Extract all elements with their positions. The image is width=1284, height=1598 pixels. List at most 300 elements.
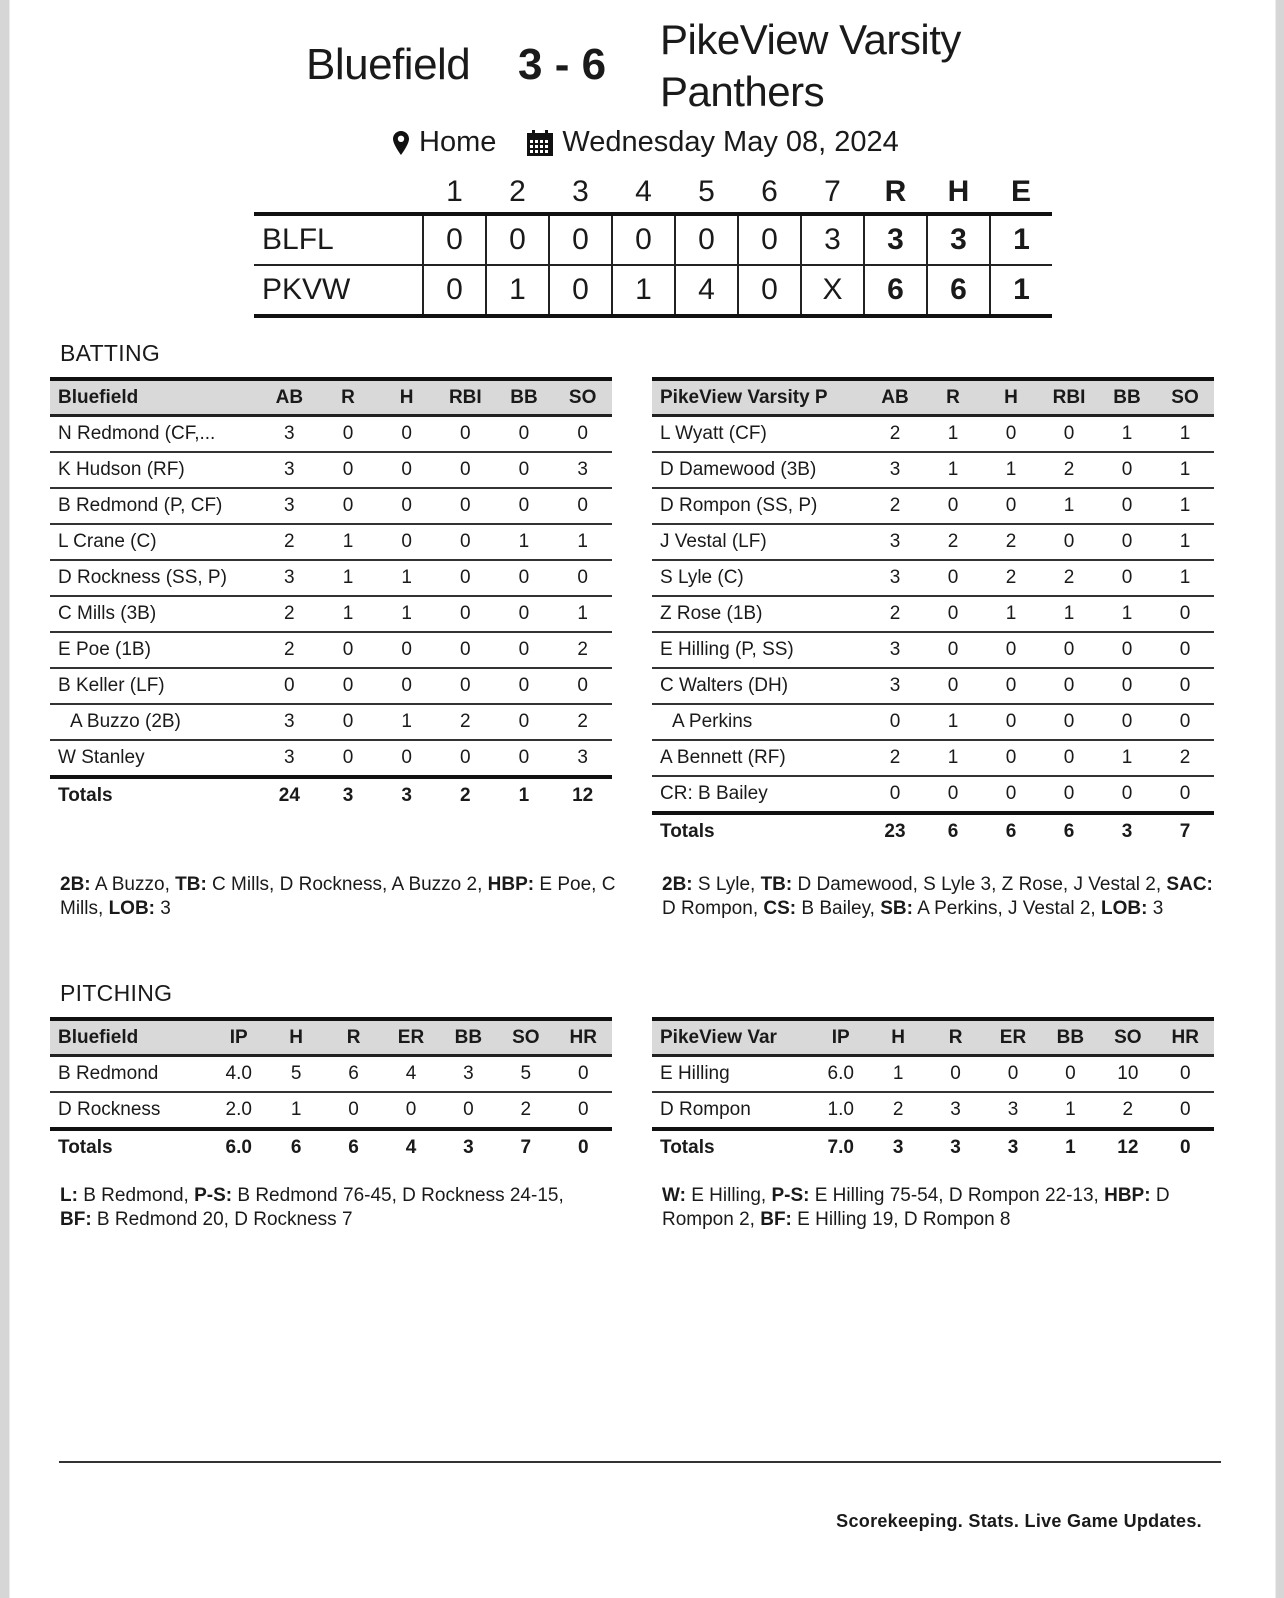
inning-runs: 1 bbox=[486, 265, 549, 316]
stat-value: 3 bbox=[984, 1092, 1041, 1129]
player-name: A Buzzo (2B) bbox=[50, 704, 260, 740]
player-name: Z Rose (1B) bbox=[652, 596, 866, 632]
stat-value: 1 bbox=[377, 704, 436, 740]
total-errors: 1 bbox=[990, 265, 1052, 316]
stat-value: 6 bbox=[325, 1056, 382, 1093]
stat-column-header: R bbox=[948, 1026, 963, 1048]
stat-value: 0 bbox=[982, 632, 1040, 668]
stat-value: 0 bbox=[924, 632, 982, 668]
stat-value: 0 bbox=[319, 704, 378, 740]
stat-value: 0 bbox=[924, 596, 982, 632]
player-name: CR: B Bailey bbox=[652, 776, 866, 813]
totals-label: Totals bbox=[660, 1137, 715, 1158]
player-row bbox=[50, 740, 612, 777]
stat-column-header: AB bbox=[881, 386, 909, 408]
stat-value: 0 bbox=[495, 740, 554, 777]
note-text: B Bailey, bbox=[796, 898, 881, 919]
stat-value: 1 bbox=[1156, 524, 1214, 560]
stat-value: 1 bbox=[1042, 1092, 1099, 1129]
note-label: TB: bbox=[175, 874, 207, 895]
stat-value: 0 bbox=[377, 668, 436, 704]
total-errors: 1 bbox=[990, 214, 1052, 265]
total-value: 6 bbox=[348, 1137, 359, 1158]
team-abbrev: PKVW bbox=[254, 265, 423, 316]
stat-value: 0 bbox=[553, 560, 612, 596]
inning-header: 6 bbox=[761, 175, 778, 208]
player-row bbox=[50, 596, 612, 632]
inning-runs: 4 bbox=[675, 265, 738, 316]
stat-value: 2 bbox=[497, 1092, 554, 1129]
stat-value: 0 bbox=[555, 1092, 612, 1129]
stat-value: 2.0 bbox=[210, 1092, 267, 1129]
stat-value: 0 bbox=[982, 704, 1040, 740]
stat-value: 0 bbox=[1098, 632, 1156, 668]
stat-column-header: IP bbox=[229, 1026, 248, 1048]
stat-value: 0 bbox=[1098, 488, 1156, 524]
stat-value: 1 bbox=[1040, 488, 1098, 524]
stat-value: 1 bbox=[377, 560, 436, 596]
linescore-header-row bbox=[254, 172, 1052, 214]
stat-column-header: R bbox=[346, 1026, 361, 1048]
stat-value: 0 bbox=[924, 776, 982, 813]
stat-value: 1 bbox=[1098, 596, 1156, 632]
stat-column-header: RBI bbox=[448, 386, 482, 408]
hits-header: H bbox=[947, 175, 970, 208]
player-name: K Hudson (RF) bbox=[50, 452, 260, 488]
stat-value: 0 bbox=[1156, 776, 1214, 813]
stat-value: 0 bbox=[1042, 1056, 1099, 1093]
stat-value: 0 bbox=[436, 452, 495, 488]
stat-value: 0 bbox=[555, 1056, 612, 1093]
total-value: 6 bbox=[290, 1137, 302, 1158]
stat-value: 0 bbox=[436, 488, 495, 524]
inning-header: 3 bbox=[572, 175, 589, 208]
totals-row bbox=[50, 777, 612, 813]
note-label: P-S: bbox=[194, 1185, 233, 1206]
runs-header: R bbox=[884, 175, 907, 208]
stat-value: 1 bbox=[495, 524, 554, 560]
stat-value: 0 bbox=[436, 668, 495, 704]
totals-row bbox=[652, 813, 1214, 849]
stat-value: 3 bbox=[260, 488, 319, 524]
inning-header: 2 bbox=[509, 175, 526, 208]
stat-column-header: H bbox=[289, 1026, 303, 1048]
total-value: 3 bbox=[401, 785, 412, 806]
total-value: 6.0 bbox=[225, 1137, 252, 1158]
inning-runs: 0 bbox=[549, 214, 612, 265]
player-name: E Hilling bbox=[652, 1056, 812, 1093]
stat-value: 0 bbox=[319, 668, 378, 704]
stat-value: 0 bbox=[866, 776, 924, 813]
stat-value: 1 bbox=[319, 524, 378, 560]
stat-value: 0 bbox=[866, 704, 924, 740]
footer-tagline: Scorekeeping. Stats. Live Game Updates. bbox=[836, 1511, 1202, 1531]
inning-runs: 0 bbox=[675, 214, 738, 265]
stat-column-header: R bbox=[946, 386, 960, 408]
player-name: D Rompon bbox=[652, 1092, 812, 1129]
stat-value: 0 bbox=[377, 452, 436, 488]
stat-value: 0 bbox=[1156, 668, 1214, 704]
stat-value: 0 bbox=[382, 1092, 439, 1129]
stat-column-header: HR bbox=[1171, 1026, 1199, 1048]
inning-runs: 0 bbox=[549, 265, 612, 316]
stat-column-header: BB bbox=[510, 386, 538, 408]
inning-runs: 3 bbox=[801, 214, 864, 265]
note-label: CS: bbox=[763, 898, 797, 919]
final-score: 3 - 6 bbox=[518, 40, 607, 89]
totals-row bbox=[652, 1129, 1214, 1165]
stat-value: 0 bbox=[982, 776, 1040, 813]
table-header-row bbox=[652, 1019, 1214, 1056]
stat-value: 0 bbox=[495, 704, 554, 740]
inning-runs: 0 bbox=[612, 214, 675, 265]
stat-value: 0 bbox=[982, 668, 1040, 704]
player-row bbox=[50, 632, 612, 668]
note-label: L: bbox=[60, 1185, 78, 1206]
stat-value: 0 bbox=[495, 488, 554, 524]
note-text: A Perkins, J Vestal 2, bbox=[912, 898, 1101, 919]
pitching-table-away bbox=[50, 1017, 612, 1165]
inning-runs: 0 bbox=[738, 214, 801, 265]
inning-runs: 0 bbox=[738, 265, 801, 316]
stat-value: 0 bbox=[1157, 1092, 1214, 1129]
total-value: 3 bbox=[950, 1137, 961, 1158]
stat-value: 0 bbox=[495, 560, 554, 596]
stat-value: 0 bbox=[924, 488, 982, 524]
inning-runs: X bbox=[801, 265, 864, 316]
stat-value: 0 bbox=[1040, 416, 1098, 453]
player-row bbox=[50, 1056, 612, 1093]
stat-value: 1.0 bbox=[812, 1092, 869, 1129]
linescore-row bbox=[254, 214, 1052, 265]
note-label: 2B: bbox=[662, 874, 693, 895]
stat-column-header: IP bbox=[831, 1026, 850, 1048]
stat-value: 5 bbox=[267, 1056, 324, 1093]
note-text: E Hilling 19, D Rompon 8 bbox=[791, 1209, 1011, 1230]
note-text: E Hilling 75-54, D Rompon 22-13, bbox=[809, 1185, 1105, 1206]
player-name: B Redmond bbox=[50, 1056, 210, 1093]
batting-section-title: BATTING bbox=[60, 340, 161, 366]
player-row bbox=[50, 668, 612, 704]
team-abbrev: BLFL bbox=[254, 214, 423, 265]
stat-value: 0 bbox=[1156, 632, 1214, 668]
stat-value: 6.0 bbox=[812, 1056, 869, 1093]
stat-column-header: BB bbox=[1113, 386, 1141, 408]
player-name: D Rockness (SS, P) bbox=[50, 560, 260, 596]
player-row bbox=[50, 452, 612, 488]
player-name: C Mills (3B) bbox=[50, 596, 260, 632]
stat-value: 0 bbox=[495, 668, 554, 704]
stat-value: 2 bbox=[866, 488, 924, 524]
player-name: D Damewood (3B) bbox=[652, 452, 866, 488]
stat-value: 3 bbox=[866, 452, 924, 488]
stat-value: 2 bbox=[260, 596, 319, 632]
stat-value: 3 bbox=[927, 1092, 984, 1129]
total-value: 1 bbox=[518, 785, 530, 806]
stat-value: 3 bbox=[260, 560, 319, 596]
inning-runs: 0 bbox=[486, 214, 549, 265]
stat-value: 1 bbox=[1156, 560, 1214, 596]
stat-value: 3 bbox=[260, 704, 319, 740]
totals-label: Totals bbox=[58, 785, 113, 806]
calendar-icon bbox=[526, 129, 554, 157]
stat-value: 1 bbox=[553, 596, 612, 632]
player-row bbox=[652, 704, 1214, 740]
player-name: S Lyle (C) bbox=[652, 560, 866, 596]
batting-table-home bbox=[652, 377, 1214, 849]
stat-value: 1 bbox=[1098, 740, 1156, 776]
stat-value: 0 bbox=[495, 416, 554, 453]
stat-value: 0 bbox=[924, 668, 982, 704]
inning-header: 4 bbox=[635, 175, 652, 208]
stat-value: 0 bbox=[1040, 704, 1098, 740]
stat-value: 2 bbox=[553, 704, 612, 740]
note-text: B Redmond, bbox=[77, 1185, 195, 1206]
stat-value: 0 bbox=[260, 668, 319, 704]
player-row bbox=[652, 596, 1214, 632]
stat-value: 2 bbox=[1156, 740, 1214, 776]
stat-value: 0 bbox=[325, 1092, 382, 1129]
player-name: C Walters (DH) bbox=[652, 668, 866, 704]
stat-value: 2 bbox=[982, 524, 1040, 560]
stat-value: 1 bbox=[982, 452, 1040, 488]
total-value: 7 bbox=[520, 1137, 532, 1158]
stat-value: 0 bbox=[1040, 524, 1098, 560]
stat-column-header: HR bbox=[569, 1026, 597, 1048]
total-value: 3 bbox=[1121, 821, 1133, 842]
stat-value: 0 bbox=[377, 488, 436, 524]
inning-runs: 0 bbox=[423, 214, 486, 265]
stat-column-header: BB bbox=[1056, 1026, 1085, 1048]
note-text: D Damewood, S Lyle 3, Z Rose, J Vestal 2, bbox=[792, 874, 1167, 895]
player-name: W Stanley bbox=[50, 740, 260, 777]
batting-notes-home bbox=[662, 873, 1222, 921]
stat-value: 0 bbox=[319, 632, 378, 668]
total-value: 6 bbox=[947, 821, 959, 842]
total-value: 7 bbox=[1179, 821, 1191, 842]
stat-value: 2 bbox=[553, 632, 612, 668]
player-name: A Bennett (RF) bbox=[652, 740, 866, 776]
stat-column-header: ER bbox=[397, 1026, 425, 1048]
stat-value: 3 bbox=[553, 740, 612, 777]
player-name: D Rockness bbox=[50, 1092, 210, 1129]
stat-value: 1 bbox=[377, 596, 436, 632]
stat-value: 0 bbox=[495, 452, 554, 488]
player-name: B Redmond (P, CF) bbox=[50, 488, 260, 524]
stat-value: 2 bbox=[1040, 452, 1098, 488]
player-row bbox=[652, 452, 1214, 488]
total-value: 23 bbox=[884, 821, 906, 842]
player-row bbox=[50, 488, 612, 524]
stat-column-header: R bbox=[341, 386, 355, 408]
linescore-row bbox=[254, 265, 1052, 316]
player-row bbox=[652, 524, 1214, 560]
inning-header: 5 bbox=[698, 175, 715, 208]
stat-value: 0 bbox=[436, 596, 495, 632]
stat-value: 0 bbox=[495, 632, 554, 668]
stat-value: 0 bbox=[927, 1056, 984, 1093]
stat-column-header: H bbox=[399, 386, 414, 408]
note-label: 2B: bbox=[60, 874, 91, 895]
inning-runs: 1 bbox=[612, 265, 675, 316]
total-value: 12 bbox=[1117, 1137, 1139, 1158]
stat-column-header: AB bbox=[275, 386, 304, 408]
stat-value: 5 bbox=[497, 1056, 554, 1093]
total-hits: 3 bbox=[927, 214, 990, 265]
stat-value: 2 bbox=[260, 632, 319, 668]
stat-value: 2 bbox=[1099, 1092, 1156, 1129]
note-label: LOB: bbox=[1100, 898, 1148, 919]
stat-value: 0 bbox=[984, 1056, 1041, 1093]
stat-value: 0 bbox=[319, 416, 378, 453]
stat-value: 0 bbox=[1040, 632, 1098, 668]
total-value: 0 bbox=[1179, 1137, 1191, 1158]
errors-header: E bbox=[1010, 175, 1031, 208]
linescore-table bbox=[254, 172, 1052, 318]
player-row bbox=[652, 1092, 1214, 1129]
stat-value: 1 bbox=[1098, 416, 1156, 453]
stat-column-header: SO bbox=[512, 1026, 540, 1048]
home-team-name-line2: Panthers bbox=[660, 68, 825, 115]
stat-value: 1 bbox=[267, 1092, 324, 1129]
stat-value: 0 bbox=[436, 632, 495, 668]
stat-value: 1 bbox=[553, 524, 612, 560]
stat-value: 2 bbox=[982, 560, 1040, 596]
note-text: 3 bbox=[155, 898, 171, 919]
player-row bbox=[652, 776, 1214, 813]
stat-value: 1 bbox=[869, 1056, 926, 1093]
stat-value: 0 bbox=[495, 596, 554, 632]
stat-value: 0 bbox=[436, 524, 495, 560]
stat-value: 3 bbox=[866, 632, 924, 668]
stat-value: 3 bbox=[440, 1056, 497, 1093]
total-runs: 6 bbox=[864, 265, 927, 316]
note-label: SB: bbox=[880, 898, 913, 919]
stat-value: 1 bbox=[924, 452, 982, 488]
map-pin-icon bbox=[392, 130, 410, 156]
stat-value: 3 bbox=[866, 524, 924, 560]
player-row bbox=[652, 632, 1214, 668]
stat-column-header: H bbox=[1004, 386, 1018, 408]
footer-divider bbox=[59, 1461, 1221, 1463]
stat-column-header: ER bbox=[999, 1026, 1027, 1048]
team-column-header: Bluefield bbox=[58, 386, 139, 408]
note-label: SAC: bbox=[1166, 874, 1213, 895]
stat-value: 2 bbox=[924, 524, 982, 560]
stat-value: 10 bbox=[1099, 1056, 1156, 1093]
stat-value: 0 bbox=[440, 1092, 497, 1129]
stat-value: 1 bbox=[982, 596, 1040, 632]
note-text: E Poe, C Mills, bbox=[60, 874, 616, 919]
totals-label: Totals bbox=[58, 1137, 113, 1158]
player-row bbox=[652, 416, 1214, 453]
stat-value: 0 bbox=[982, 740, 1040, 776]
total-value: 3 bbox=[892, 1137, 904, 1158]
note-text: 3 bbox=[1147, 898, 1164, 919]
stat-value: 1 bbox=[1156, 416, 1214, 453]
total-value: 3 bbox=[342, 785, 354, 806]
total-value: 6 bbox=[1005, 821, 1017, 842]
stat-value: 3 bbox=[260, 416, 319, 453]
stat-value: 0 bbox=[377, 632, 436, 668]
stat-value: 1 bbox=[924, 704, 982, 740]
player-row bbox=[50, 416, 612, 453]
table-header-row bbox=[50, 379, 612, 416]
note-text: C Mills, D Rockness, A Buzzo 2, bbox=[206, 874, 488, 895]
stat-value: 0 bbox=[377, 416, 436, 453]
total-hits: 6 bbox=[927, 265, 990, 316]
stat-value: 3 bbox=[553, 452, 612, 488]
stat-value: 3 bbox=[866, 668, 924, 704]
stat-value: 1 bbox=[1156, 488, 1214, 524]
player-name: A Perkins bbox=[652, 704, 866, 740]
stat-value: 0 bbox=[1098, 452, 1156, 488]
home-team-name-line1: PikeView Varsity bbox=[660, 16, 961, 63]
stat-value: 2 bbox=[436, 704, 495, 740]
stat-value: 0 bbox=[1098, 560, 1156, 596]
stat-value: 2 bbox=[1040, 560, 1098, 596]
note-text: E Hilling, bbox=[685, 1185, 772, 1206]
stat-value: 2 bbox=[866, 740, 924, 776]
batting-notes-away bbox=[60, 873, 620, 921]
pitching-notes-home bbox=[662, 1184, 1192, 1232]
stat-value: 0 bbox=[982, 416, 1040, 453]
stat-column-header: SO bbox=[1114, 1026, 1142, 1048]
stat-value: 0 bbox=[377, 524, 436, 560]
stat-value: 0 bbox=[1098, 776, 1156, 813]
note-text: D Rompon, bbox=[662, 898, 764, 919]
stat-value: 0 bbox=[553, 668, 612, 704]
location-text: Home bbox=[419, 126, 497, 158]
game-meta bbox=[392, 126, 899, 159]
total-value: 3 bbox=[1007, 1137, 1019, 1158]
stat-value: 0 bbox=[1157, 1056, 1214, 1093]
stat-value: 0 bbox=[319, 452, 378, 488]
totals-row bbox=[50, 1129, 612, 1165]
note-text: B Redmond 76-45, D Rockness 24-15, bbox=[232, 1185, 564, 1206]
player-row bbox=[50, 1092, 612, 1129]
total-value: 7.0 bbox=[827, 1137, 854, 1158]
player-name: N Redmond (CF,... bbox=[50, 416, 260, 453]
total-value: 1 bbox=[1065, 1137, 1076, 1158]
inning-header: 7 bbox=[824, 175, 841, 208]
box-score-page bbox=[9, 0, 1276, 1598]
pitching-table-home bbox=[652, 1017, 1214, 1165]
stat-value: 1 bbox=[924, 740, 982, 776]
stat-value: 0 bbox=[1040, 668, 1098, 704]
stat-value: 2 bbox=[866, 416, 924, 453]
player-name: D Rompon (SS, P) bbox=[652, 488, 866, 524]
stat-value: 0 bbox=[1098, 668, 1156, 704]
note-text: A Buzzo, bbox=[90, 874, 176, 895]
stat-value: 4.0 bbox=[210, 1056, 267, 1093]
stat-column-header: SO bbox=[1171, 386, 1199, 408]
note-text: D Rompon 2, bbox=[662, 1185, 1170, 1230]
stat-value: 0 bbox=[553, 416, 612, 453]
player-row bbox=[50, 560, 612, 596]
stat-value: 0 bbox=[1156, 704, 1214, 740]
table-header-row bbox=[50, 1019, 612, 1056]
player-row bbox=[50, 524, 612, 560]
stat-value: 4 bbox=[382, 1056, 439, 1093]
stat-value: 0 bbox=[377, 740, 436, 777]
total-value: 3 bbox=[463, 1137, 474, 1158]
pitching-section-title: PITCHING bbox=[60, 980, 173, 1006]
stat-column-header: H bbox=[891, 1026, 905, 1048]
stat-value: 1 bbox=[319, 596, 378, 632]
total-value: 6 bbox=[1063, 821, 1075, 842]
away-team-name: Bluefield bbox=[306, 40, 471, 89]
